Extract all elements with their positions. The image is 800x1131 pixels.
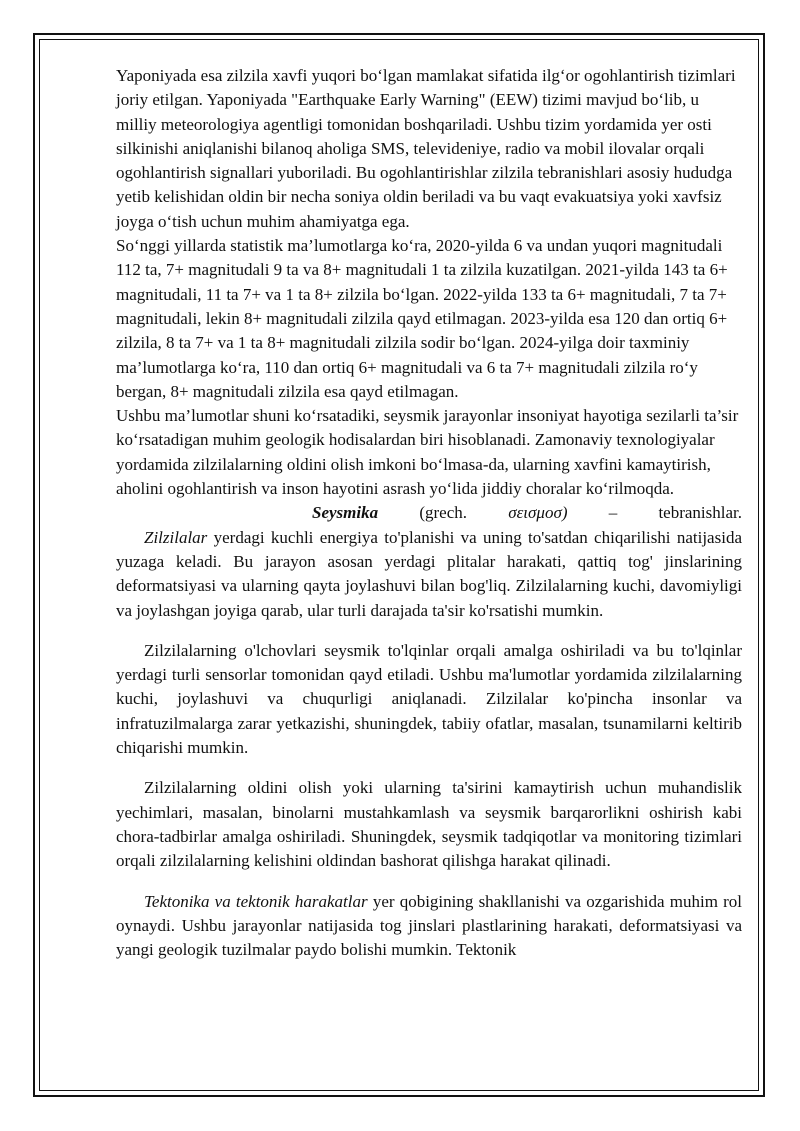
paragraph-zilzilalar — [116, 526, 742, 623]
paragraph-conclusion: Ushbu ma’lumotlar shuni ko‘rsatadiki, seysmik jarayonlar insoniyat hayotiga sezilarli ta’sir ko‘rsatadigan muhim geologik hodisalardan biri hisoblanadi. Zamonaviy texnologiyalar yordamida zilzilalarning oldini olish imkoni bo‘lmasa-da, ularning xavfini kamaytirish, aholini ogohlantirish va inson hayotini asrash yo‘lida jiddiy choralar ko‘rilmoqda. — [116, 406, 739, 499]
term-tektonika: Tektonika va tektonik harakatlar — [144, 891, 368, 911]
term-dash: – — [608, 503, 618, 523]
paragraph-japan-eew: Yaponiyada esa zilzila xavfi yuqori bo‘lgan mamlakat sifatida ilg‘or ogohlantirish tizimlari joriy etilgan. Yaponiyada "Earthquake Early Warning" (EEW) tizimi mavjud bo‘lib, u milliy meteorologiya agentligi tomonidan boshqariladi. Ushbu tizim yordamida yer osti silkinishi aniqlanishi bilanoq aholiga SMS, televideniye, radio va mobil ilovalar orqali ogohlantirish signallari yuboriladi. Bu ogohlantirishlar zilzila tebranishlari asosiy hududga yetib kelishidan oldin bir necha soniya oldin beriladi va bu vaqt evakuatsiya yoki xavfsiz joyga o‘tish uchun muhim ahamiyatga ega. — [116, 66, 736, 231]
document-body — [116, 64, 742, 962]
paragraph-statistics: So‘nggi yillarda statistik ma’lumotlarga ko‘ra, 2020-yilda 6 va undan yuqori magnitudali 112 ta, 7+ magnitudali 9 ta va 8+ magnitudali 1 ta zilzila kuzatilgan. 2021-yilda 143 ta 6+ magnitudali, 11 ta 7+ va 1 ta 8+ zilzila bo‘lgan. 2022-yilda 133 ta 6+ magnitudali, 7 ta 7+ magnitudali, lekin 8+ magnitudali zilzila qayd etilmagan. 2023-yilda esa 120 dan ortiq 6+ zilzila, 8 ta 7+ va 1 ta 8+ magnitudali zilzila sodir bo‘lgan. 2024-yilga doir taxminiy ma’lumotlarga ko‘ra, 110 dan ortiq 6+ magnitudali va 6 ta 7+ magnitudali zilzila ro‘y bergan, 8+ magnitudali zilzila esa qayd etilmagan. — [116, 236, 728, 401]
paragraph-tectonics — [116, 890, 742, 963]
paragraph-zilzilalar-text: yerdagi kuchli energiya to'planishi va uning to'satdan chiqarilishi natijasida yuzaga keladi. Bu jarayon asosan yerdagi plitalar harakati, qattiq tog' jinslarining deformatsiyasi va ularning qayta joylashuvi bilan bog'liq. Zilzilalarning kuchi, davomiyligi va joylashgan joyiga qarab, ular turli darajada ta'sir ko'rsatishi mumkin. — [116, 527, 742, 620]
term-greek: σεισμοσ) — [508, 503, 568, 523]
term-origin: (grech. — [419, 503, 467, 523]
paragraph-tectonics-text: yer qobigining shakllanishi va ozgarishida muhim rol oynaydi. Ushbu jarayonlar natijasida tog jinslari plastlarining harakati, deformatsiyasi va yangi geologik tuzilmalar paydo bolishi mumkin. Tektonik — [116, 891, 742, 960]
paragraph-measurements: Zilzilalarning o'lchovlari seysmik to'lqinlar orqali amalga oshiriladi va bu to'lqinlar yerdagi turli sensorlar tomonidan qayd etiladi. Ushbu ma'lumotlar yordamida zilzilalarning kuchi, joylashuvi va chuqurligi aniqlanadi. Zilzilalar ko'pincha insonlar va infratuzilmalarga zarar yetkazishi, shuningdek, tabiiy ofatlar, masalan, tsunamilarni keltirib chiqarishi mumkin. — [116, 640, 742, 758]
definition-seysmika — [116, 501, 742, 525]
term-zilzilalar: Zilzilalar — [144, 527, 208, 547]
term-seysmika: Seysmika — [312, 503, 379, 523]
term-meaning: tebranishlar. — [658, 503, 742, 523]
paragraph-prevention: Zilzilalarning oldini olish yoki ularning ta'sirini kamaytirish uchun muhandislik yechimlari, masalan, binolarni mustahkamlash va seysmik barqarorlikni oshirish kabi chora-tadbirlar amalga oshiriladi. Shuningdek, seysmik tadqiqotlar va monitoring tizimlari orqali zilzilalarning kelishini oldindan bashorat qilishga harakat qilinadi. — [116, 778, 742, 871]
